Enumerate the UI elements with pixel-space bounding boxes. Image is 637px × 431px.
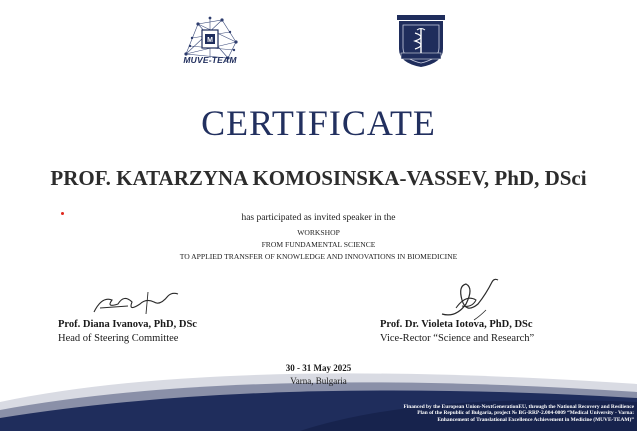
signatory-left-name: Prof. Diana Ivanova, PhD, DSc (58, 319, 197, 330)
medical-university-logo (393, 13, 449, 69)
event-type: WORKSHOP (297, 228, 340, 237)
recipient-name: PROF. KATARZYNA KOMOSINSKA-VASSEV, PhD, DSci (50, 166, 587, 190)
event-title-line2: TO APPLIED TRANSFER OF KNOWLEDGE AND INNOVATIONS IN BIOMEDICINE (179, 252, 458, 261)
signatory-right (380, 318, 534, 346)
participation-text: has participated as invited speaker in the (241, 213, 396, 223)
signatory-left (58, 318, 197, 346)
signatory-left-role: Head of Steering Committee (58, 333, 179, 344)
signatory-right-role: Vice-Rector “Science and Research” (380, 333, 535, 344)
muve-team-logo-text: MUVE-TEAM (183, 55, 237, 65)
funding-line2: Plan of the Republic of Bulgaria, project № BG-RRP-2.004-0009 “Medical University - Varna: (417, 410, 634, 417)
funding-line3: Enhancement of Translational Excellence Achievement in Medicine (MUVE-TEAM)” (437, 416, 634, 423)
signatory-right-name: Prof. Dr. Violeta Iotova, PhD, DSc (380, 319, 533, 330)
signature-left (88, 286, 188, 322)
svg-text:M: M (207, 37, 213, 44)
signature-right (436, 274, 506, 324)
event-details (0, 362, 637, 388)
event-location: Varna, Bulgaria (290, 376, 347, 386)
funding-line1: Financed by the European Union-NextGenerationEU, through the National Recovery and Resilience (403, 404, 634, 410)
event-title-line1: FROM FUNDAMENTAL SCIENCE (261, 240, 376, 249)
event-dates: 30 - 31 May 2025 (285, 363, 352, 373)
certificate-title: CERTIFICATE (201, 103, 436, 143)
funding-statement (336, 404, 634, 423)
